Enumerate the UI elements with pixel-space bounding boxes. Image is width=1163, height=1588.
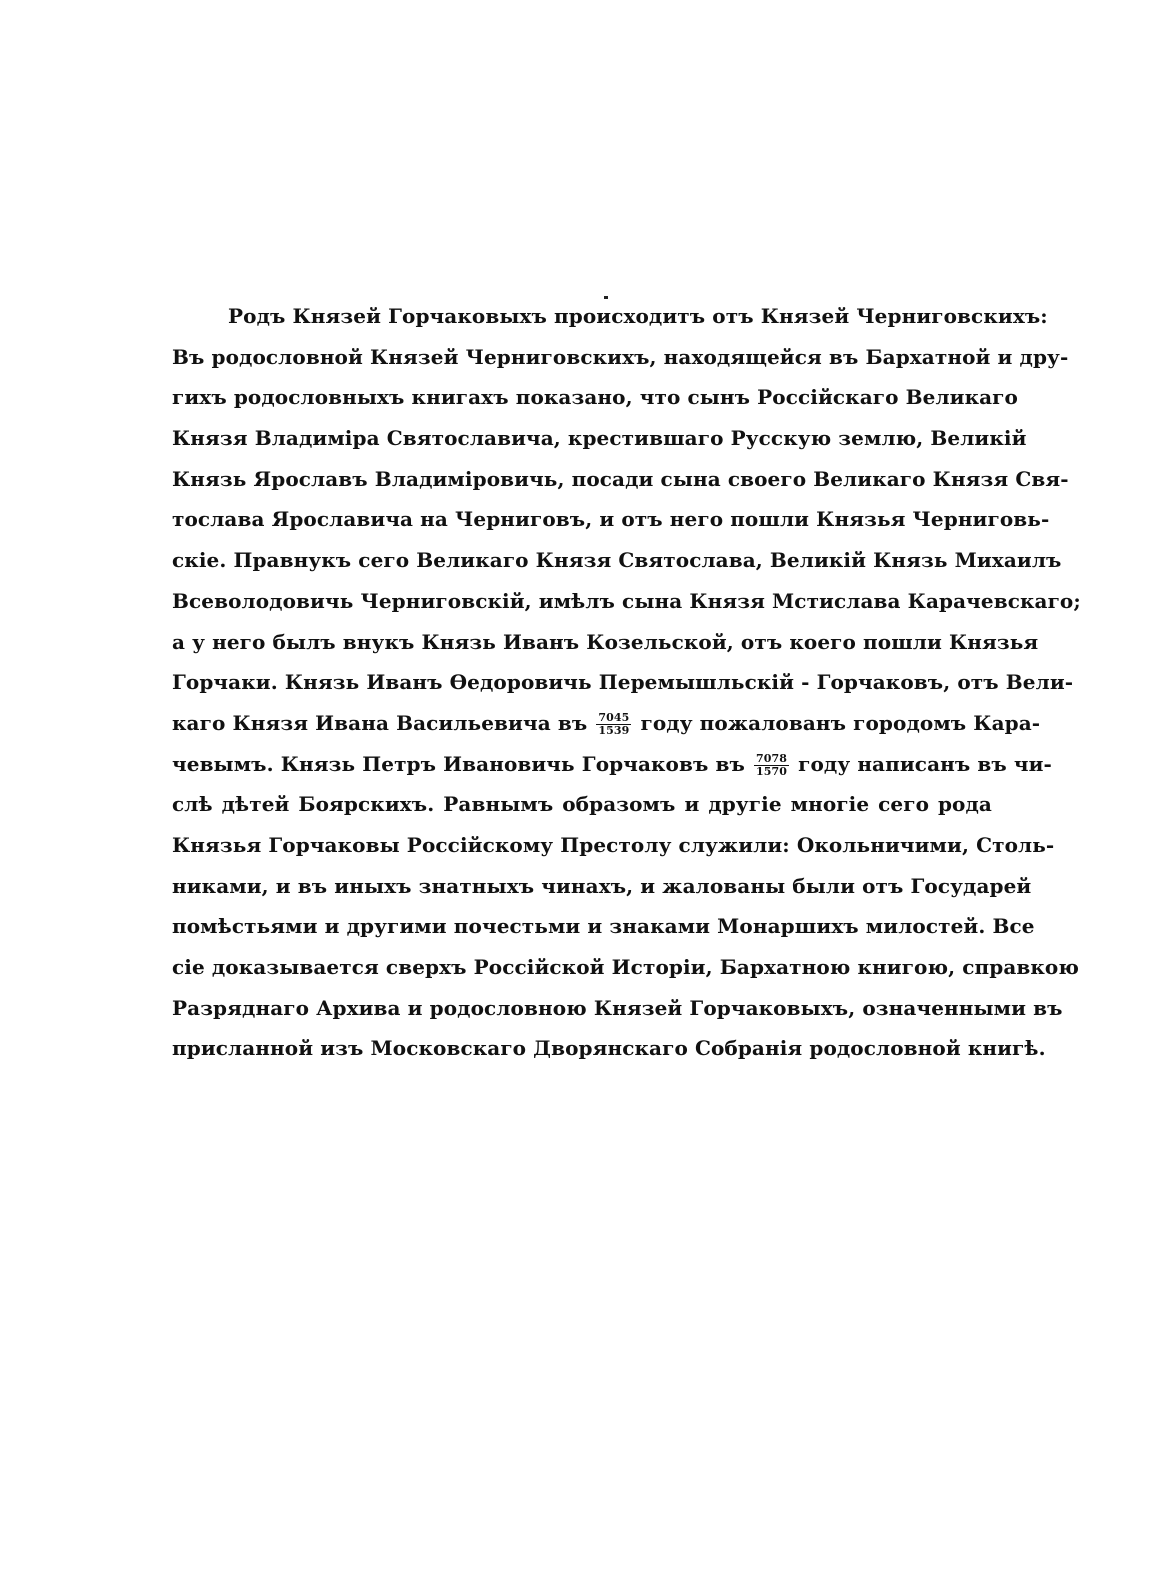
genealogy-paragraph bbox=[172, 296, 1081, 1069]
text-line: гихъ родословныхъ книгахъ показано, что сынъ Россійскаго Великаго bbox=[172, 385, 1018, 410]
text-line: никами, и въ иныхъ знатныхъ чинахъ, и жалованы были отъ Государей bbox=[172, 873, 1032, 898]
text-line: Родъ Князей Горчаковыхъ происходитъ отъ Князей Черниговскихъ: bbox=[228, 304, 1048, 328]
text-line-with-date bbox=[172, 703, 1041, 744]
text-line: Князья Горчаковы Россійскому Престолу служили: Окольничими, Столь- bbox=[172, 832, 1055, 857]
text-line-with-date bbox=[172, 744, 1052, 785]
text-line: присланной изъ Московскаго Дворянскаго Собранія родословной книгѣ. bbox=[172, 1036, 1046, 1061]
text-line: а у него былъ внукъ Князь Иванъ Козельской, отъ коего пошли Князья bbox=[172, 629, 1039, 654]
text-line: сіе доказывается сверхъ Россійской Исторіи, Бархатною книгою, справкою bbox=[172, 955, 1079, 979]
date-year-new-style: 1570 bbox=[756, 764, 788, 778]
text-segment: чевымъ. Князь Петръ Ивановичь Горчаковъ въ bbox=[172, 751, 745, 776]
text-line: скіе. Правнукъ сего Великаго Князя Святослава, Великій Князь Михаилъ bbox=[172, 548, 1062, 573]
text-line: тослава Ярославича на Черниговъ, и отъ него пошли Князья Черниговь- bbox=[172, 507, 1050, 532]
date-year-old-style: 7078 bbox=[756, 751, 788, 765]
text-line: Разряднаго Архива и родословною Князей Горчаковыхъ, означенными въ bbox=[172, 995, 1063, 1020]
text-line: помѣстьями и другими почестьми и знаками Монаршихъ милостей. Все bbox=[172, 914, 1035, 939]
date-fraction bbox=[754, 753, 789, 778]
text-line: Князя Владиміра Святославича, крестившаго Русскую землю, Великій bbox=[172, 426, 1027, 451]
text-segment: году написанъ въ чи- bbox=[798, 751, 1052, 776]
text-segment: году пожалованъ городомъ Кара- bbox=[640, 710, 1041, 735]
text-segment: каго Князя Ивана Васильевича въ bbox=[172, 710, 588, 735]
date-fraction bbox=[596, 712, 631, 737]
text-line: слѣ дѣтей Боярскихъ. Равнымъ образомъ и другіе многіе сего рода bbox=[172, 792, 992, 817]
date-year-old-style: 7045 bbox=[598, 710, 630, 724]
text-line: Всеволодовичь Черниговскій, имѣлъ сына Князя Мстислава Карачевскаго; bbox=[172, 588, 1081, 613]
text-line: Князь Ярославъ Владиміровичь, посади сына своего Великаго Князя Свя- bbox=[172, 466, 1069, 491]
text-line: Горчаки. Князь Иванъ Ѳедоровичь Перемышльскій - Горчаковъ, отъ Вели- bbox=[172, 670, 1074, 695]
text-line: Въ родословной Князей Черниговскихъ, находящейся въ Бархатной и дру- bbox=[172, 344, 1069, 369]
date-year-new-style: 1539 bbox=[598, 723, 630, 737]
